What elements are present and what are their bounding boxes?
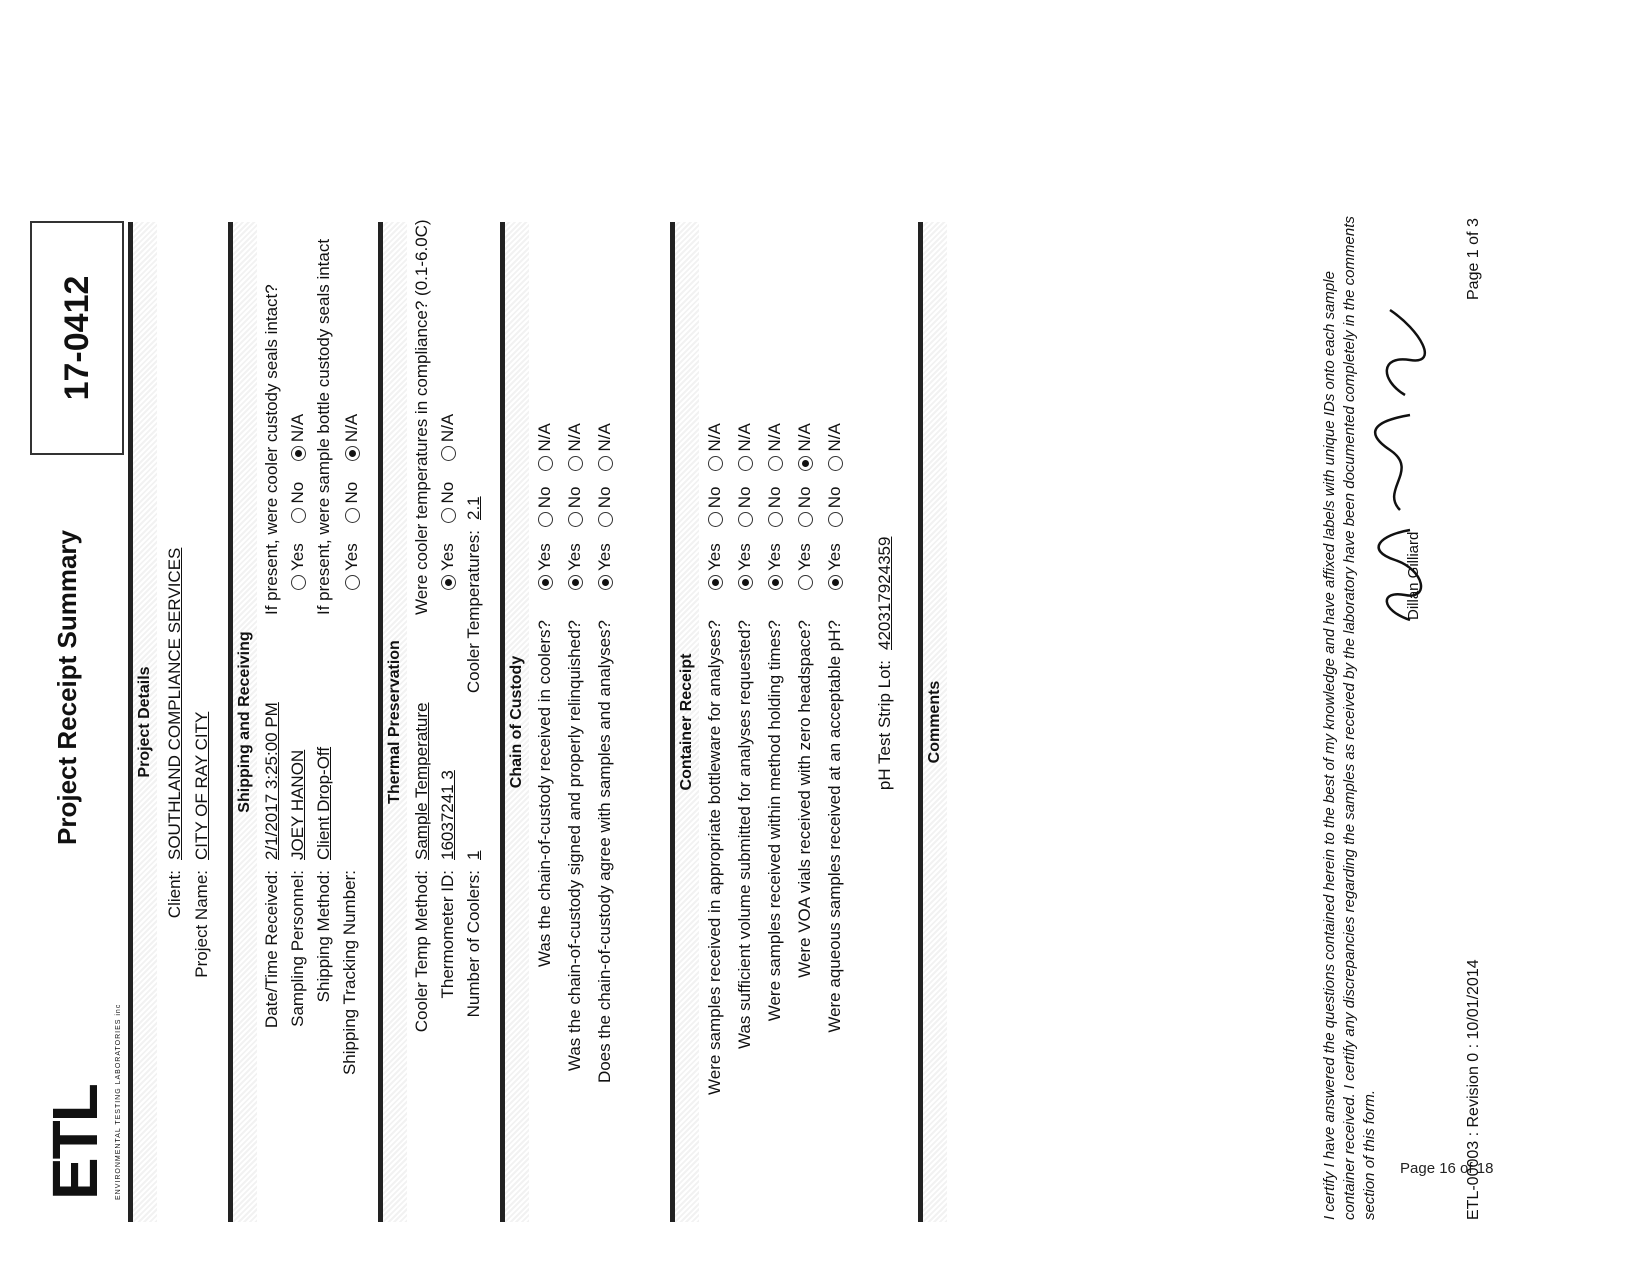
- answer-options: [705, 407, 725, 590]
- answer-options: [535, 407, 555, 590]
- temp-compliance-options: [438, 398, 458, 590]
- option-label: No: [438, 481, 457, 504]
- thermometer-label: Thermometer ID:: [438, 870, 457, 999]
- option-label: No: [535, 486, 554, 509]
- page-title: Project Receipt Summary: [52, 529, 82, 845]
- temp-compliance-question: Were cooler temperatures in compliance? (0.1-6.0C): [412, 219, 431, 615]
- project-name-value: CITY OF RAY CITY: [192, 711, 211, 860]
- tracking-label: Shipping Tracking Number:: [340, 870, 359, 1076]
- option-yes: [535, 543, 555, 590]
- option-yes: [795, 543, 815, 590]
- question-text: Was sufficient volume submitted for analyses requested?: [735, 620, 754, 1049]
- radio-yes[interactable]: [345, 575, 360, 590]
- temps-value: 2.1: [464, 496, 483, 520]
- section-container: [670, 222, 699, 1222]
- question-text: Was the chain-of-custody signed and properly relinquished?: [565, 620, 584, 1072]
- option-label: No: [595, 486, 614, 509]
- question-text: Were samples received within method holding times?: [765, 620, 784, 1022]
- radio-no[interactable]: [345, 508, 360, 523]
- option-label: No: [565, 486, 584, 509]
- option-yes: [825, 543, 845, 590]
- radio-yes[interactable]: [598, 575, 613, 590]
- option-label: Yes: [565, 543, 584, 571]
- radio-no[interactable]: [708, 512, 723, 527]
- radio-yes[interactable]: [708, 575, 723, 590]
- option-label: N/A: [342, 413, 361, 443]
- option-label: Yes: [795, 543, 814, 571]
- revision-text: ETL-00003 : Revision 0 : 10/01/2014: [1465, 959, 1482, 1220]
- answer-options: [735, 407, 755, 590]
- section-comments: [918, 222, 947, 1222]
- cooler-seals-question: If present, were cooler custody seals intact?: [262, 284, 281, 615]
- form-page-number: Page 1 of 3: [1465, 218, 1482, 300]
- logo-letters: ETL: [39, 1085, 111, 1200]
- logo-tagline: ENVIRONMENTAL TESTING LABORATORIES inc: [115, 1003, 122, 1200]
- coolers-label: Number of Coolers:: [464, 870, 483, 1018]
- question-text: Were VOA vials received with zero headspace?: [795, 620, 814, 978]
- section-project-details: [128, 222, 157, 1222]
- section-title: Thermal Preservation: [386, 640, 403, 804]
- option-no: [535, 487, 555, 528]
- option-na: [735, 423, 755, 470]
- option-yes: [595, 543, 615, 590]
- shipping-method-label: Shipping Method:: [314, 870, 333, 1003]
- option-label: Yes: [825, 543, 844, 571]
- thermometer-value: 16037241 3: [438, 770, 457, 860]
- radio-yes[interactable]: [568, 575, 583, 590]
- section-title: Chain of Custody: [508, 655, 525, 789]
- bottle-seals-question: If present, were sample bottle custody seals intact: [314, 238, 333, 615]
- radio-yes[interactable]: [738, 575, 753, 590]
- bottle-seals-options: [342, 398, 362, 590]
- section-coc: [500, 222, 529, 1222]
- section-thermal: [378, 222, 407, 1222]
- option-label: N/A: [825, 423, 844, 452]
- shipping-method-value: Client Drop-Off: [314, 746, 333, 860]
- datetime-value: 2/1/2017 3:25:00 PM: [262, 702, 281, 860]
- receipt-form: [30, 200, 1510, 1230]
- option-label: Yes: [342, 543, 361, 571]
- option-label: N/A: [765, 423, 784, 452]
- answer-options: [825, 407, 845, 590]
- radio-no[interactable]: [828, 512, 843, 527]
- option-label: Yes: [595, 543, 614, 571]
- option-label: N/A: [535, 423, 554, 452]
- option-no: [565, 487, 585, 528]
- radio-na[interactable]: [568, 456, 583, 471]
- option-label: No: [765, 486, 784, 509]
- radio-yes[interactable]: [441, 575, 456, 590]
- option-no: [825, 487, 845, 528]
- etl-logo: [35, 990, 140, 1230]
- radio-yes[interactable]: [828, 575, 843, 590]
- personnel-value: JOEY HANON: [288, 749, 307, 860]
- option-label: N/A: [438, 413, 457, 443]
- cooler-seals-options: [288, 398, 308, 590]
- project-id-box: 17-0412: [30, 221, 124, 455]
- radio-yes[interactable]: [291, 575, 306, 590]
- datetime-label: Date/Time Received:: [262, 870, 281, 1029]
- option-label: N/A: [705, 423, 724, 452]
- question-text: Does the chain-of-custody agree with samples and analyses?: [595, 620, 614, 1084]
- ph-lot-label: pH Test Strip Lot:: [875, 660, 894, 791]
- section-title: Project Details: [136, 666, 153, 778]
- section-title: Comments: [926, 680, 943, 764]
- ph-lot-value: 420317924359: [875, 536, 894, 650]
- client-value: SOUTHLAND COMPLIANCE SERVICES: [165, 547, 184, 860]
- project-name-label: Project Name:: [192, 870, 211, 978]
- option-label: No: [705, 486, 724, 509]
- radio-no[interactable]: [441, 508, 456, 523]
- option-label: No: [795, 486, 814, 509]
- option-na: [535, 423, 555, 470]
- section-shipping: [228, 222, 257, 1222]
- option-label: Yes: [535, 543, 554, 571]
- radio-na[interactable]: [291, 446, 306, 461]
- option-na: [595, 423, 615, 470]
- radio-na[interactable]: [708, 456, 723, 471]
- personnel-label: Sampling Personnel:: [288, 870, 307, 1027]
- section-title: Shipping and Receiving: [236, 631, 253, 813]
- radio-no[interactable]: [568, 512, 583, 527]
- option-yes: [705, 543, 725, 590]
- option-yes: [735, 543, 755, 590]
- option-yes: [765, 543, 785, 590]
- option-label: No: [288, 481, 307, 504]
- page-footer: Page 16 of 18: [1400, 1160, 1494, 1177]
- client-label: Client:: [165, 870, 184, 919]
- option-na: [795, 423, 815, 470]
- option-label: N/A: [595, 423, 614, 452]
- option-na: [765, 423, 785, 470]
- answer-options: [795, 407, 815, 590]
- question-text: Were aqueous samples received at an acceptable pH?: [825, 620, 844, 1033]
- option-na: [705, 423, 725, 470]
- option-no: [765, 487, 785, 528]
- radio-no[interactable]: [538, 512, 553, 527]
- option-label: Yes: [735, 543, 754, 571]
- temp-method-value: Sample Temperature: [412, 702, 431, 860]
- radio-na[interactable]: [738, 456, 753, 471]
- radio-yes[interactable]: [538, 575, 553, 590]
- temp-method-label: Cooler Temp Method:: [412, 870, 431, 1033]
- radio-na[interactable]: [538, 456, 553, 471]
- radio-na[interactable]: [598, 456, 613, 471]
- radio-na[interactable]: [441, 446, 456, 461]
- coolers-value: 1: [464, 850, 483, 860]
- answer-options: [565, 407, 585, 590]
- radio-no[interactable]: [291, 508, 306, 523]
- radio-na[interactable]: [798, 456, 813, 471]
- option-label: N/A: [565, 423, 584, 452]
- radio-no[interactable]: [798, 512, 813, 527]
- radio-yes[interactable]: [768, 575, 783, 590]
- option-na: [825, 423, 845, 470]
- radio-no[interactable]: [768, 512, 783, 527]
- option-label: Yes: [765, 543, 784, 571]
- option-label: N/A: [288, 413, 307, 443]
- option-label: No: [342, 481, 361, 504]
- answer-options: [595, 407, 615, 590]
- radio-na[interactable]: [345, 446, 360, 461]
- option-label: No: [825, 486, 844, 509]
- section-title: Container Receipt: [678, 653, 695, 791]
- radio-na[interactable]: [828, 456, 843, 471]
- option-no: [705, 487, 725, 528]
- option-no: [595, 487, 615, 528]
- temps-label: Cooler Temperatures:: [464, 530, 483, 694]
- certification-text: I certify I have answered the questions contained herein to the best of my knowledge and have affixed labels with unique IDs onto each sample container received. I certify any discrepancies regarding the samples as received by the laboratory have been documented completely in the comments section of this form.: [1321, 216, 1378, 1220]
- option-label: No: [735, 486, 754, 509]
- option-yes: [565, 543, 585, 590]
- radio-no[interactable]: [738, 512, 753, 527]
- radio-na[interactable]: [768, 456, 783, 471]
- signer-name: Dillan Gilliard: [1405, 531, 1422, 620]
- option-na: [565, 423, 585, 470]
- option-label: N/A: [795, 423, 814, 452]
- question-text: Was the chain-of-custody received in coolers?: [535, 620, 554, 968]
- option-no: [795, 487, 815, 528]
- radio-yes[interactable]: [798, 575, 813, 590]
- option-label: N/A: [735, 423, 754, 452]
- answer-options: [765, 407, 785, 590]
- option-no: [735, 487, 755, 528]
- option-label: Yes: [705, 543, 724, 571]
- question-text: Were samples received in appropriate bottleware for analyses?: [705, 620, 724, 1095]
- option-label: Yes: [288, 543, 307, 571]
- option-label: Yes: [438, 543, 457, 571]
- radio-no[interactable]: [598, 512, 613, 527]
